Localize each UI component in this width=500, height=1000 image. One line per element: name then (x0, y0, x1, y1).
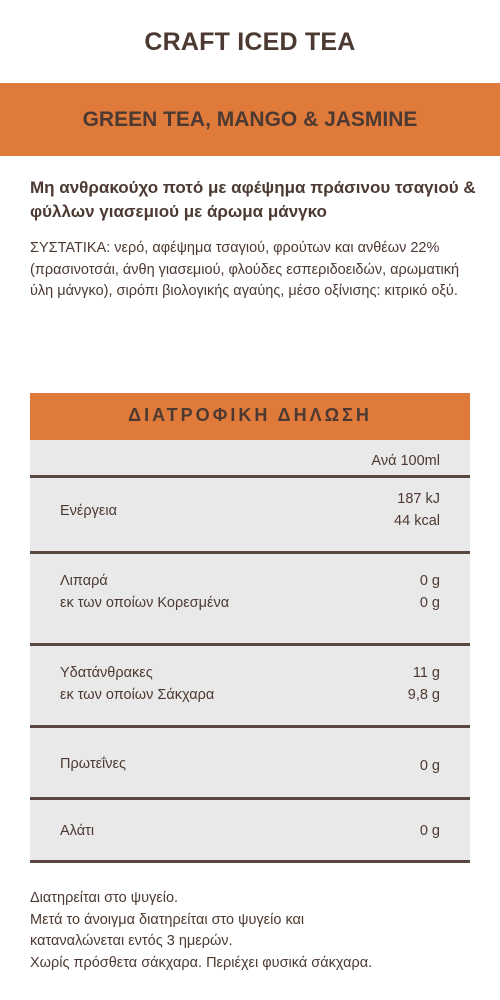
sugars-value: 9,8 g (407, 686, 440, 703)
storage-line: καταναλώνεται εντός 3 ημερών. (30, 933, 233, 949)
ingredients-text: ΣΥΣΤΑΤΙΚΑ: νερό, αφέψημα τσαγιού, φρούτων και ανθέων 22% (πρασινοτσάι, άνθη γιασεμιού, φλούδες εσπεριδοειδών, αρωματική ύλη μάνγκο), σιρόπι βιολογικής αγαύης, μέσο οξίνισης: κιτρικό οξύ. (30, 240, 460, 299)
fat-value: 0 g (419, 573, 440, 589)
nutrient-label (60, 821, 94, 843)
carbohydrates-value: 11 g (412, 665, 440, 681)
table-divider (30, 725, 470, 728)
storage-line: Μετά το άνοιγμα διατηρείται στο ψυγείο και (30, 911, 305, 928)
salt-value: 0 g (419, 823, 440, 839)
sugar-note: Χωρίς πρόσθετα σάκχαρα. Περιέχει φυσικά σάκχαρα. (30, 954, 373, 971)
nutrient-label (60, 501, 117, 523)
nutrient-label (60, 754, 126, 776)
product-title: CRAFT ICED TEA (144, 28, 356, 56)
table-bottom-rule (30, 860, 470, 863)
nutrition-table (30, 393, 470, 863)
sugars-label: εκ των οποίων Σάκχαρα (60, 686, 215, 703)
nutrient-label (60, 663, 214, 706)
fat-label: Λιπαρά (60, 573, 108, 589)
table-divider (30, 551, 470, 554)
nutrient-label (60, 571, 229, 614)
carbohydrates-label: Υδατάνθρακες (60, 665, 153, 681)
storage-line: Διατηρείται στο ψυγείο. (30, 890, 179, 906)
nutrient-values (420, 821, 440, 843)
saturated-fat-label: εκ των οποίων Κορεσμένα (60, 594, 230, 611)
energy-label: Ενέργεια (60, 503, 117, 519)
flavor-name: GREEN TEA, MANGO & JASMINE (82, 108, 418, 131)
nutrient-values (420, 756, 440, 778)
nutrient-values (408, 663, 440, 706)
saturated-fat-value: 0 g (419, 594, 440, 611)
table-divider (30, 797, 470, 800)
salt-label: Αλάτι (60, 823, 95, 839)
protein-value: 0 g (419, 758, 440, 774)
storage-notes (30, 888, 480, 974)
product-description: Μη ανθρακούχο ποτό με αφέψημα πράσινου τσαγιού & φύλλων γιασεμιού με άρωμα μάνγκο (30, 178, 476, 221)
nutrient-values (394, 489, 440, 532)
protein-label: Πρωτεΐνες (60, 756, 126, 772)
table-divider (30, 475, 470, 478)
nutrition-heading: ΔΙΑΤΡΟΦΙΚΗ ΔΗΛΩΣΗ (128, 405, 372, 425)
energy-kj-value: 187 kJ (397, 491, 440, 507)
per-serving-label: Ανά 100ml (371, 453, 440, 469)
nutrient-values (420, 571, 440, 614)
energy-kcal-value: 44 kcal (394, 512, 440, 529)
table-divider (30, 643, 470, 646)
